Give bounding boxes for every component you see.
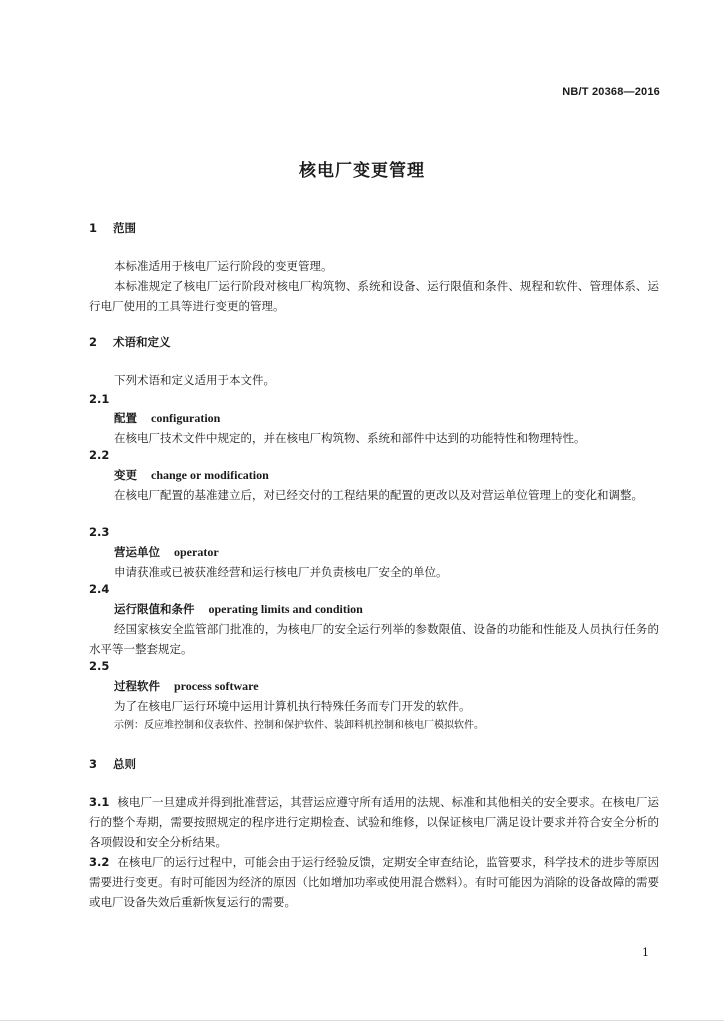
section-2-heading — [89, 334, 171, 350]
term-number-2-4: 2.4 — [89, 582, 110, 596]
page-edge-divider — [0, 1020, 724, 1021]
term-en: change or modification — [151, 468, 269, 482]
term-number-2-2: 2.2 — [89, 448, 110, 462]
term-2-2-definition: 在核电厂配置的基准建立后，对已经交付的工程结果的配置的更改以及对营运单位管理上的变化和调整。 — [114, 488, 643, 502]
term-zh: 过程软件 — [114, 679, 160, 693]
section-3-heading — [89, 756, 136, 772]
term-number-2-5: 2.5 — [89, 659, 110, 673]
term-2-1-definition: 在核电厂技术文件中规定的，并在核电厂构筑物、系统和部件中达到的功能特性和物理特性。 — [114, 431, 586, 445]
term-2-1 — [114, 410, 220, 426]
section-1-paragraph-2: 本标准规定了核电厂运行阶段对核电厂构筑物、系统和设备、运行限值和条件、规程和软件、管理体系、运行电厂使用的工具等进行变更的管理。 — [89, 279, 659, 313]
term-2-5 — [114, 678, 259, 694]
document-title: 核电厂变更管理 — [299, 161, 425, 181]
term-en: operator — [174, 545, 219, 559]
term-zh: 变更 — [114, 468, 137, 482]
clause-text: 在核电厂的运行过程中，可能会由于运行经验反馈，定期安全审查结论，监管要求，科学技术的进步等原因需要进行变更。有时可能因为经济的原因（比如增加功率或使用混合燃料）。有时可能因为消除的设备故障的需要或电厂设备失效后重新恢复运行的需要。 — [89, 855, 659, 909]
term-number-2-3: 2.3 — [89, 525, 110, 539]
term-number-2-1: 2.1 — [89, 392, 110, 406]
clause-number: 3.2 — [89, 855, 110, 869]
section-title: 术语和定义 — [113, 335, 171, 349]
section-title: 范围 — [113, 221, 137, 235]
term-en: process software — [174, 679, 259, 693]
page-number: 1 — [642, 946, 649, 959]
term-2-3 — [114, 544, 219, 560]
section-title: 总则 — [113, 757, 137, 771]
term-2-4-definition: 经国家核安全监管部门批准的，为核电厂的安全运行列举的参数限值、设备的功能和性能及人员执行任务的水平等一整套规定。 — [89, 622, 659, 656]
term-zh: 营运单位 — [114, 545, 160, 559]
term-2-3-definition: 申请获准或已被获准经营和运行核电厂并负责核电厂安全的单位。 — [114, 565, 448, 579]
term-2-2 — [114, 467, 269, 483]
term-2-4 — [114, 601, 363, 617]
term-zh: 配置 — [114, 411, 137, 425]
clause-text: 核电厂一旦建成并得到批准营运，其营运应遵守所有适用的法规、标准和其他相关的安全要求。在核电厂运行的整个寿期，需要按照规定的程序进行定期检查、试验和维修，以保证核电厂满足设计要求并符合安全分析的各项假设和安全分析结果。 — [89, 795, 659, 849]
clause-number: 3.1 — [89, 795, 110, 809]
clause-3-2 — [89, 852, 659, 912]
term-2-5-definition: 为了在核电厂运行环境中运用计算机执行特殊任务而专门开发的软件。 — [114, 699, 471, 713]
section-2-intro: 下列术语和定义适用于本文件。 — [114, 373, 275, 387]
section-number: 1 — [89, 221, 98, 235]
term-en: configuration — [151, 411, 221, 425]
standard-code: NB/T 20368—2016 — [562, 86, 660, 98]
term-en: operating limits and condition — [208, 602, 363, 616]
section-number: 3 — [89, 757, 98, 771]
section-number: 2 — [89, 335, 98, 349]
clause-3-1 — [89, 792, 659, 852]
term-zh: 运行限值和条件 — [114, 602, 195, 616]
term-2-5-note: 示例：反应堆控制和仪表软件、控制和保护软件、装卸料机控制和核电厂模拟软件。 — [114, 720, 484, 731]
section-1-heading — [89, 220, 136, 236]
section-1-paragraph-1: 本标准适用于核电厂运行阶段的变更管理。 — [114, 259, 333, 273]
